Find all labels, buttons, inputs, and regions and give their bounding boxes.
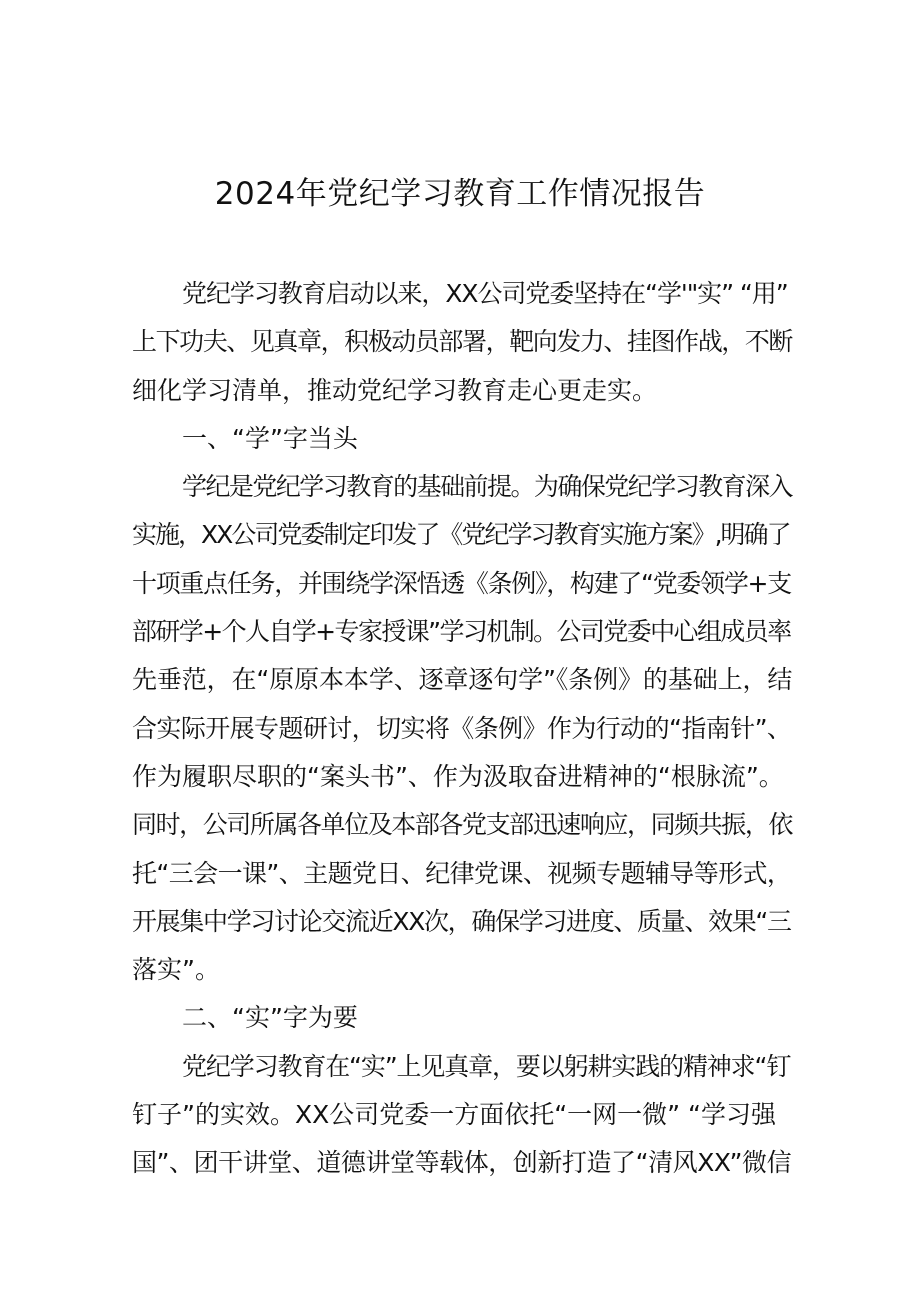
section-heading: 一、“学”字当头 xyxy=(182,423,358,453)
paragraph-line: 作为履职尽职的“案头书”、作为汲取奋进精神的“根脉流”。 xyxy=(132,761,784,791)
paragraph-line: 同时，公司所属各单位及本部各党支部迅速响应，同频共振，依 xyxy=(132,810,793,840)
paragraph-line: 上下功夫、见真章，积极动员部署，靶向发力、挂图作战，不断 xyxy=(132,327,793,357)
paragraph-line: 先垂范，在“原原本本学、逐章逐句学”《条例》的基础上，结 xyxy=(132,665,793,695)
paragraph-line: 开展集中学习讨论交流近XX次，确保学习进度、质量、效果“三 xyxy=(132,906,791,936)
paragraph-line: 细化学习清单，推动党纪学习教育走心更走实。 xyxy=(132,375,658,405)
paragraph-line: 部研学+个人自学+专家授课”学习机制。公司党委中心组成员率 xyxy=(132,617,791,647)
paragraph-line: 合实际开展专题研讨，切实将《条例》作为行动的“指南针”、 xyxy=(132,713,792,743)
paragraph-line: 钉子”的实效。XX公司党委一方面依托“一网一微” “学习强 xyxy=(132,1100,777,1130)
paragraph-line: 十项重点任务，并围绕学深悟透《条例》，构建了“党委领学+支 xyxy=(132,568,791,598)
paragraph-line: 国”、团干讲堂、道德讲堂等载体，创新打造了“清风XX”微信 xyxy=(132,1148,792,1178)
paragraph-line: 党纪学习教育在“实”上见真章，要以躬耕实践的精神求“钉 xyxy=(182,1051,791,1081)
paragraph-line: 学纪是党纪学习教育的基础前提。为确保党纪学习教育深入 xyxy=(182,472,793,502)
paragraph-line: 党纪学习教育启动以来，XX公司党委坚持在“学'"实” “用” xyxy=(182,279,788,308)
paragraph-line: 实施，XX公司党委制定印发了《党纪学习教育实施方案》,明确了 xyxy=(132,520,790,550)
paragraph-line: 落实”。 xyxy=(132,955,220,985)
paragraph-line: 托“三会一课”、主题党日、纪律党课、视频专题辅导等形式， xyxy=(132,858,792,888)
section-heading: 二、“实”字为要 xyxy=(182,1003,358,1033)
document-title: 2024年党纪学习教育工作情况报告 xyxy=(214,176,706,212)
document-body xyxy=(132,270,792,1188)
